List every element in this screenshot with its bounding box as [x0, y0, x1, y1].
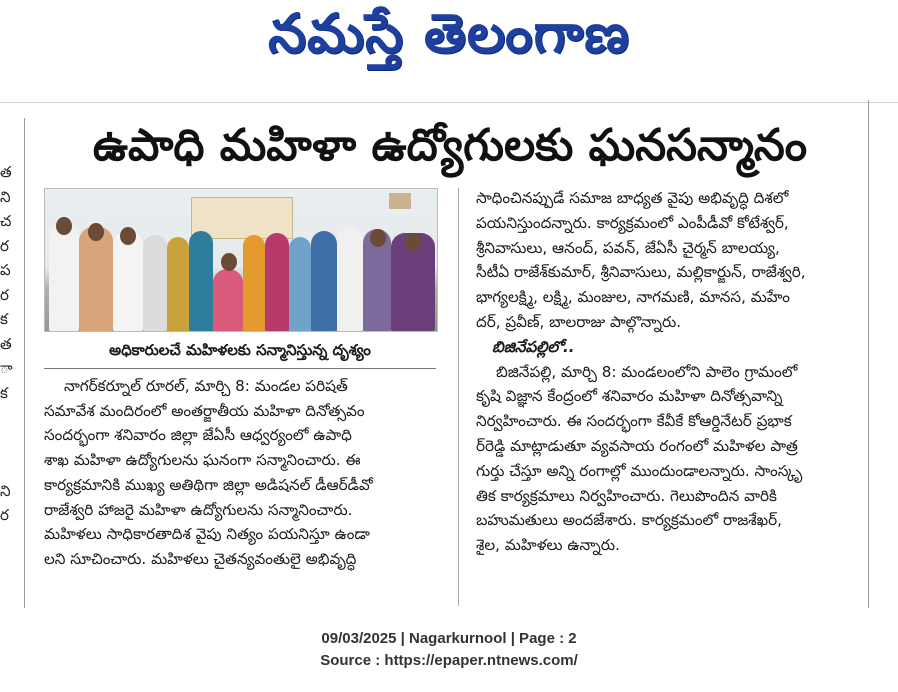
edge-letter: ర: [0, 285, 9, 304]
photo-caption: అధికారులచే మహిళలకు సన్మానిస్తున్న దృశ్యం: [109, 341, 371, 359]
photo-person: [79, 227, 113, 331]
article-body-left: [44, 374, 440, 572]
photo-person: [311, 231, 337, 331]
photo-head: [56, 217, 72, 235]
body-line: దర్, ప్రవీణ్, బాలరాజు పాల్గొన్నారు.: [476, 312, 682, 331]
body-line: గుర్తు చేస్తూ అన్ని రంగాల్లో ముందుండాలన్నారు. సాంస్కృ: [476, 461, 803, 480]
body-line: సీటీఏ రాజేశ్‌కుమార్, శ్రీనివాసులు, మల్లికార్జున్, రాజేశ్వరి,: [476, 263, 806, 282]
article-body-right: [476, 186, 858, 558]
body-line: బహుమతులు అందజేశారు. కార్యక్రమంలో రాజశేఖర్,: [476, 511, 782, 530]
photo-person: [243, 235, 265, 331]
footer-source-link[interactable]: Source : https://epaper.ntnews.com/: [320, 652, 578, 669]
photo-head: [221, 253, 237, 271]
body-line: సమావేశ మందిరంలో అంతర్జాతీయ మహిళా దినోత్సవం: [44, 401, 365, 420]
body-line: బిజినేపల్లి, మార్చి 8: మండలంలోని పాలెం గ్రామంలో: [496, 362, 798, 381]
body-line: సాధించినప్పుడే సమాజ బాధ్యత వైపు అభివృద్ధి దిశలో: [476, 189, 789, 207]
caption-divider: [44, 368, 436, 369]
edge-letter: [0, 454, 14, 479]
section-subhead: బిజినేపల్లిలో..: [492, 337, 575, 356]
edge-letter: చ: [0, 212, 12, 230]
footer-date-edition: 09/03/2025 | Nagarkurnool | Page : 2: [321, 630, 577, 647]
body-line: సందర్భంగా శనివారం జిల్లా జేఏసీ ఆధ్వర్యంలో ఉపాధి: [44, 426, 352, 445]
body-line: శ్రీనివాసులు, ఆనంద్, పవన్, జేఏసీ చైర్మన్ బాలయ్య,: [476, 238, 780, 257]
body-line: పయనిస్తుందన్నారు. కార్యక్రమంలో ఎంపీడీవో కోటేశ్వర్,: [476, 213, 789, 232]
photo-person: [289, 237, 311, 331]
edge-letter: [0, 405, 14, 430]
body-line: లని సూచించారు. మహిళలు చైతన్యవంతులై అభివృద్ధి: [44, 549, 357, 568]
left-column-rule: [24, 118, 25, 608]
body-line: ర్‌రెడ్డి మాట్లాడుతూ వ్యవసాయ రంగంలో మహిళల పాత్ర: [476, 436, 798, 455]
photo-person: [113, 231, 143, 331]
article-photo: [44, 188, 438, 332]
adjacent-article-fragment: [0, 160, 14, 528]
body-line: మహిళలు సాధికారతాదిశ వైపు నిత్యం పయనిస్తూ ఉండా: [44, 525, 370, 544]
body-line: నాగర్‌కర్నూల్ రూరల్, మార్చి 8: మండల పరిషత్: [64, 377, 348, 395]
photo-person: [337, 227, 363, 331]
body-line: కార్యక్రమానికి ముఖ్య అతిథిగా జిల్లా అడిషనల్ డీఆర్‌డీవో: [44, 475, 373, 494]
photo-person: [213, 269, 243, 331]
edge-letter: ర: [0, 236, 9, 255]
photo-person: [265, 233, 289, 331]
edge-letter: ని: [0, 481, 11, 500]
photo-head: [88, 223, 104, 241]
photo-head: [370, 229, 386, 247]
edge-letter: త: [0, 163, 12, 181]
right-column-rule: [868, 100, 869, 608]
edge-letter: [0, 430, 14, 455]
edge-letter: క: [0, 383, 8, 402]
edge-letter: త: [0, 334, 12, 353]
body-line: తిక కార్యక్రమాలు నిర్వహించారు. గెలుపొందిన వారికి: [476, 486, 777, 505]
photo-head: [120, 227, 136, 245]
article-headline: ఉపాధి మహిళా ఉద్యోగులకు ఘనసన్మానం: [92, 120, 808, 171]
masthead: [0, 0, 898, 80]
edge-letter: ని: [0, 187, 11, 206]
body-line: నిర్వహించారు. ఈ సందర్భంగా కేవీకే కోఆర్డినేటర్ ప్రభాక: [476, 412, 792, 431]
edge-letter: ర: [0, 506, 9, 524]
photo-person: [143, 235, 167, 331]
photo-head: [405, 233, 421, 251]
body-line: రాజేశ్వరి హాజరై మహిళా ఉద్యోగులను సన్మానించారు.: [44, 500, 353, 519]
newspaper-logo: నమస్తే తెలంగాణ: [268, 1, 630, 65]
edge-letter: ప: [0, 261, 11, 279]
column-divider: [458, 188, 459, 606]
photo-person: [189, 231, 213, 331]
photo-person: [49, 223, 79, 331]
photo-person: [167, 237, 189, 331]
top-divider: [0, 102, 898, 103]
body-line: శాఖ మహిళా ఉద్యోగులను ఘనంగా సన్మానించారు. ఈ: [44, 451, 361, 470]
body-line: కృషి విజ్ఞాన కేంద్రంలో శనివారం మహిళా దినోత్సవాన్ని: [476, 387, 783, 406]
body-line: శైల, మహిళలు ఉన్నారు.: [476, 536, 620, 555]
page-footer: [0, 628, 898, 672]
body-line: భాగ్యలక్ష్మి, లక్ష్మి, మంజుల, నాగమణి, మానస, మహేం: [476, 288, 791, 307]
photo-wall-frame: [389, 193, 411, 209]
edge-letter: క: [0, 310, 8, 328]
edge-letter: ా: [0, 359, 13, 377]
